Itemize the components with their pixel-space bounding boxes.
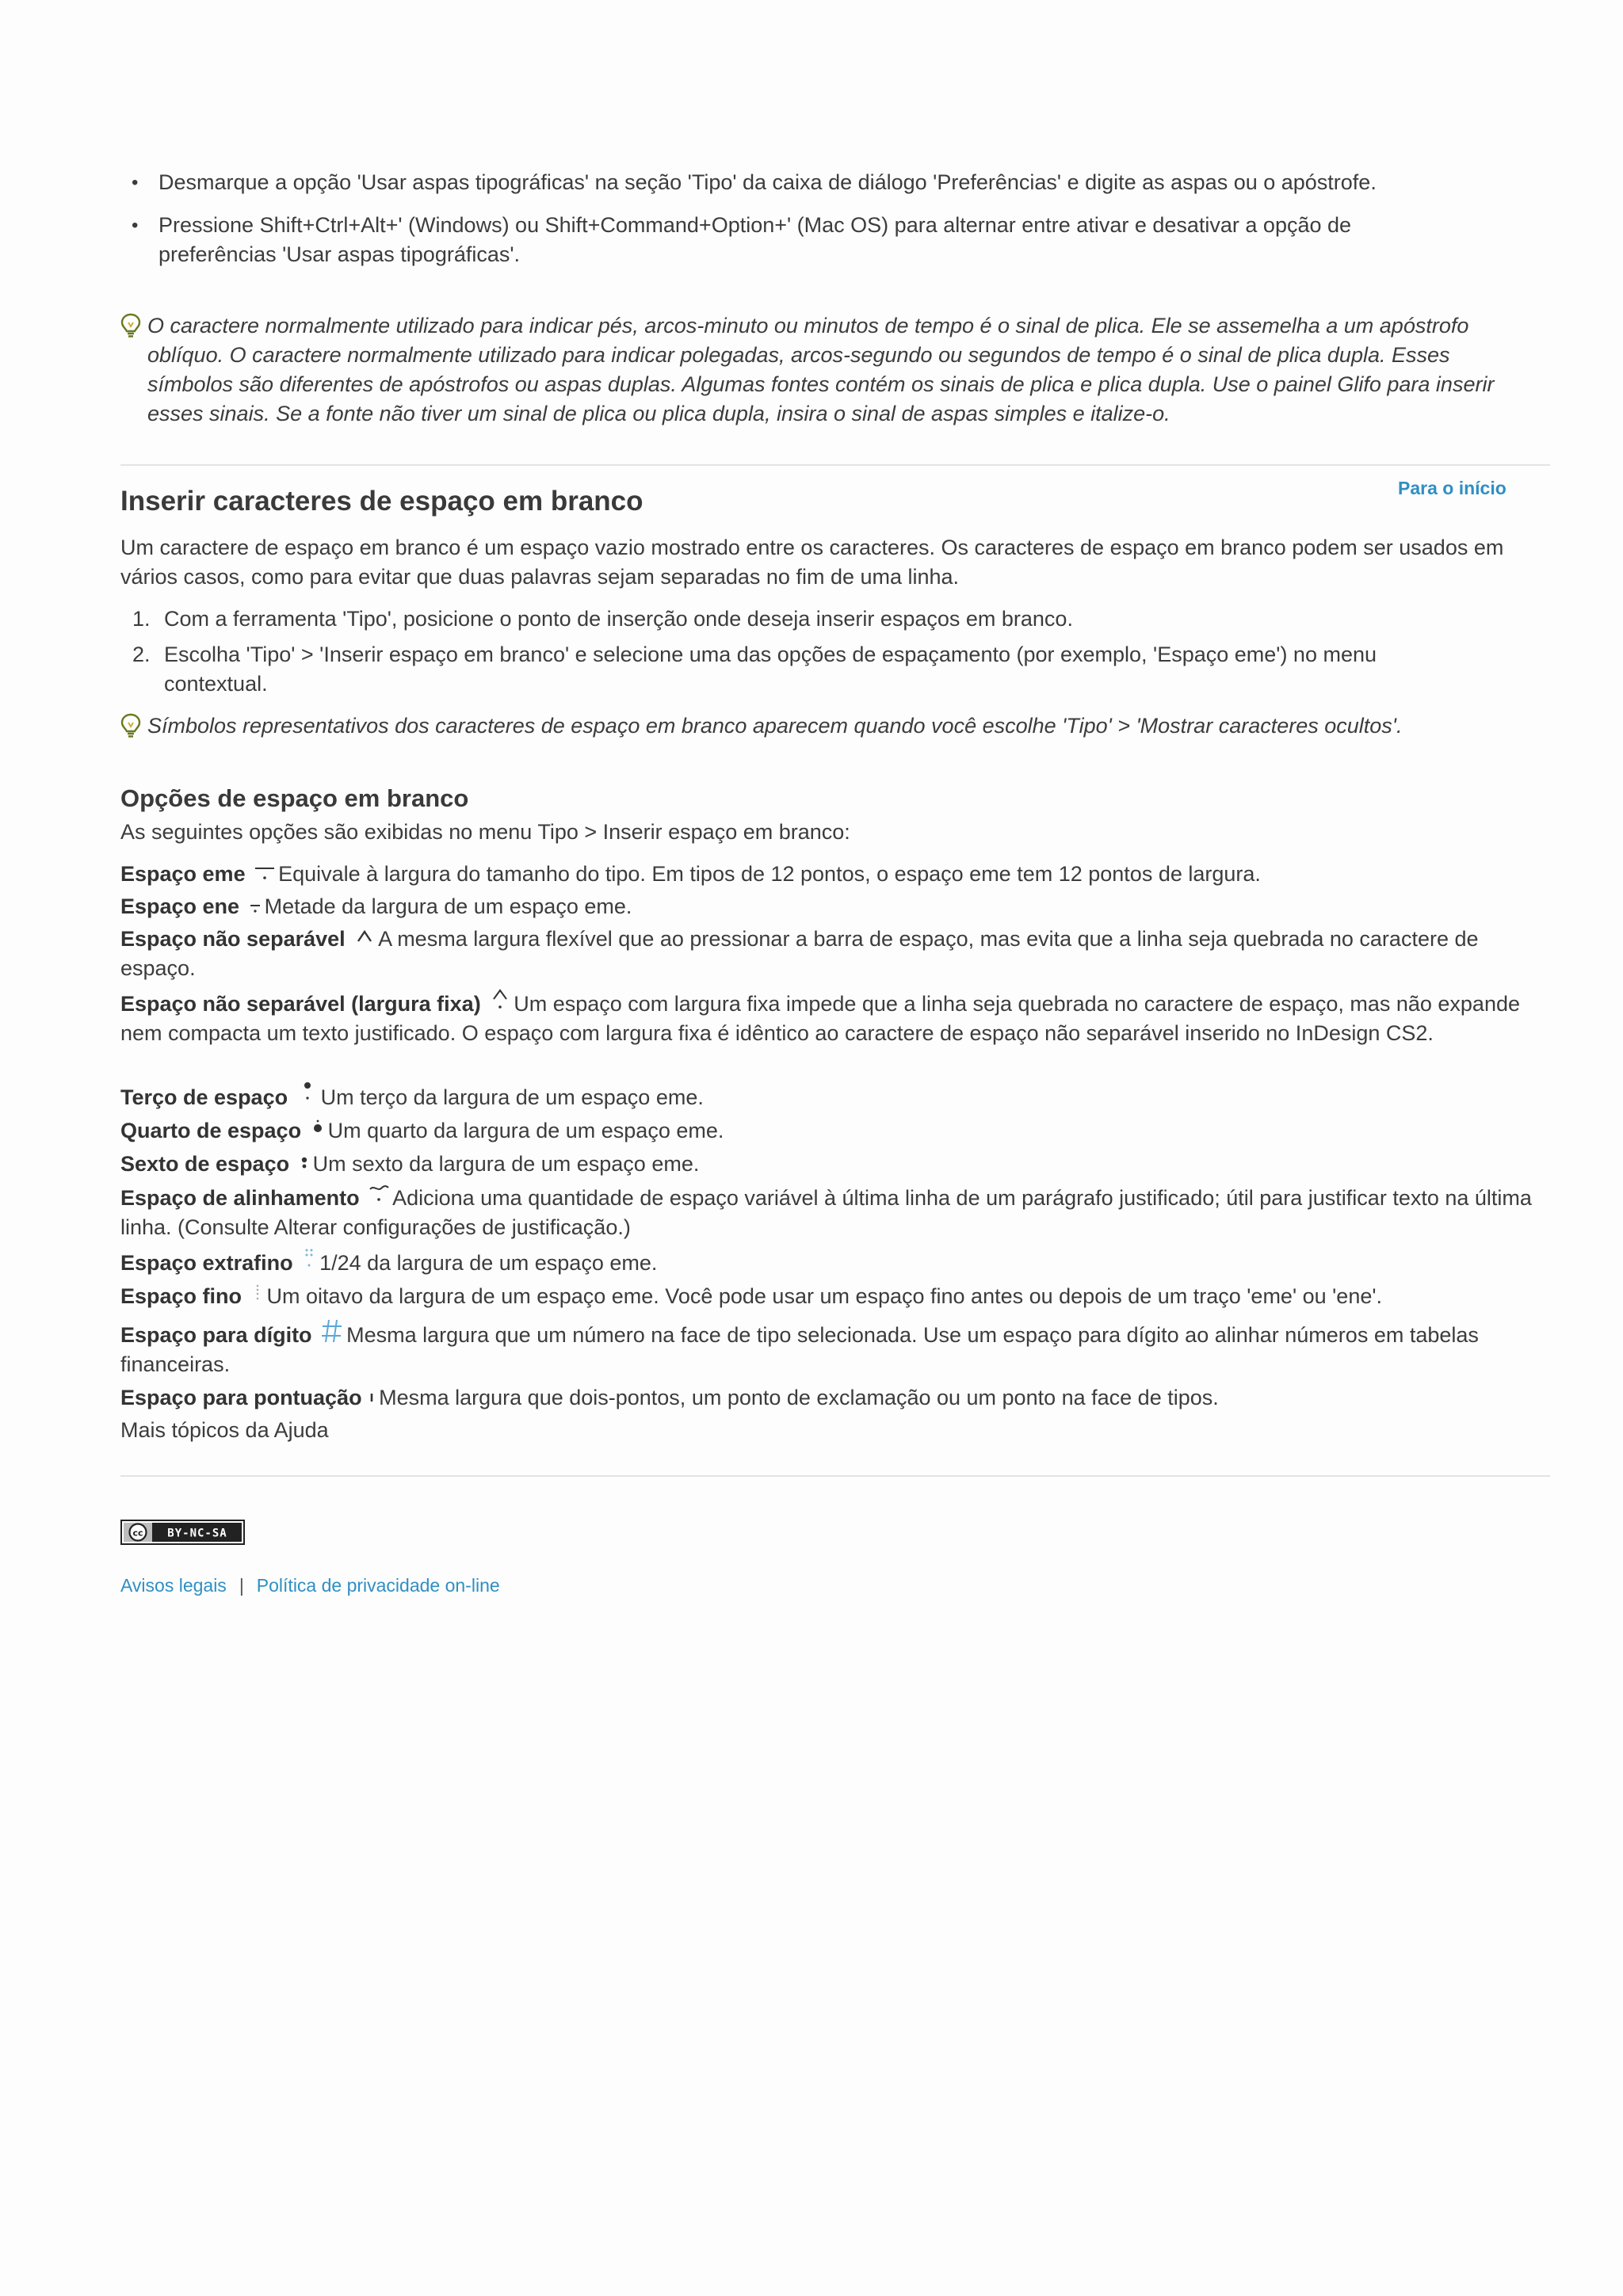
em-space-icon (254, 861, 275, 882)
definition-item (120, 1150, 1547, 1179)
svg-text:cc: cc (132, 1527, 143, 1539)
definition-item (120, 925, 1547, 983)
definition-text: 1/24 da largura de um espaço eme. (319, 1251, 658, 1275)
definition-text: Um quarto da largura de um espaço eme. (327, 1119, 724, 1142)
definition-item (120, 1282, 1547, 1311)
privacy-policy-link[interactable]: Política de privacidade on-line (256, 1575, 500, 1596)
definition-item (120, 1248, 1547, 1278)
tip-prime-marks (120, 311, 1539, 429)
license-badge-text: BY-NC-SA (167, 1527, 227, 1540)
definition-term: Espaço não separável (largura fixa) (120, 992, 481, 1016)
sixth-space-icon (299, 1151, 310, 1172)
third-space-icon (297, 1082, 318, 1103)
punctuation-space-icon (369, 1385, 376, 1405)
definition-term: Espaço para dígito (120, 1323, 312, 1347)
definition-term: Espaço para pontuação (120, 1386, 362, 1409)
definition-term: Espaço ene (120, 894, 240, 918)
legal-notices-link[interactable]: Avisos legais (120, 1575, 227, 1596)
definition-text: Mesma largura que um número na face de tipo selecionada. Use um espaço para dígito ao alinhar números em tabelas financeiras. (120, 1323, 1479, 1376)
list-item: • Desmarque a opção 'Usar aspas tipográficas' na seção 'Tipo' da caixa de diálogo 'Preferências' e digite as aspas ou o apóstrofe. (120, 168, 1436, 197)
tip-text: O caractere normalmente utilizado para indicar pés, arcos-minuto ou minutos de tempo é o sinal de plica. Ele se assemelha a um apóstrofo oblíquo. O caractere normalmente utilizado para indicar polegadas, arcos-segundo ou segundos de tempo é o sinal de plica dupla. Esses símbolos são diferentes de apóstrofos ou aspas duplas. Algumas fontes contém os sinais de plica e plica dupla. Use o painel Glifo para inserir esses sinais. Se a fonte não tiver um sinal de plica ou plica dupla, insira o sinal de aspas simples e italize-o. (147, 314, 1495, 425)
definition-term: Quarto de espaço (120, 1119, 302, 1142)
definition-item (120, 892, 1547, 921)
hair-space-icon (302, 1248, 316, 1268)
footer-separator: | (239, 1575, 244, 1596)
definition-term: Sexto de espaço (120, 1152, 290, 1176)
steps-list (120, 605, 1436, 705)
subsection-title: Opções de espaço em branco (120, 784, 469, 812)
definition-term: Terço de espaço (120, 1085, 288, 1109)
definition-item (120, 989, 1547, 1048)
step-number: 2. (132, 643, 151, 666)
definition-text: Um oitavo da largura de um espaço eme. Você pode usar um espaço fino antes ou depois de um traço 'eme' ou 'ene'. (266, 1284, 1383, 1308)
definition-item (120, 1184, 1547, 1242)
step-number: 1. (132, 607, 151, 631)
definition-term: Espaço fino (120, 1284, 242, 1308)
footer-links (120, 1575, 500, 1596)
definition-item (120, 860, 1547, 889)
definition-text: Um espaço com largura fixa impede que a linha seja quebrada no caractere de espaço, mas não expande nem compacta um texto justificado. O espaço com largura fixa é idêntico ao caractere de espaço não separável inserido no InDesign CS2. (120, 992, 1520, 1045)
cc-license-badge[interactable] (120, 1520, 245, 1545)
lightbulb-icon (120, 311, 147, 429)
section-intro: Um caractere de espaço em branco é um espaço vazio mostrado entre os caracteres. Os caracteres de espaço em branco podem ser usados em vários casos, como para evitar que duas palavras sejam separadas no fim de uma linha. (120, 536, 1504, 589)
tip-hidden-characters (120, 711, 1539, 742)
step-text: Com a ferramenta 'Tipo', posicione o ponto de inserção onde deseja inserir espaços em branco. (164, 607, 1073, 631)
lightbulb-icon (120, 711, 147, 742)
step-text: Escolha 'Tipo' > 'Inserir espaço em branco' e selecione uma das opções de espaçamento (por exemplo, 'Espaço eme') no menu contextual. (164, 643, 1377, 696)
figure-space-icon (321, 1318, 343, 1339)
tip-text: Símbolos representativos dos caracteres de espaço em branco aparecem quando você escolhe 'Tipo' > 'Mostrar caracteres ocultos'. (147, 714, 1403, 738)
options-intro: As seguintes opções são exibidas no menu Tipo > Inserir espaço em branco: (120, 820, 850, 844)
definition-text: Adiciona uma quantidade de espaço variável à última linha de um parágrafo justificado; útil para justificar texto na última linha. (Consulte Alterar configurações de justificação.) (120, 1186, 1532, 1239)
definition-term: Espaço eme (120, 862, 246, 886)
definition-text: A mesma largura flexível que ao pressionar a barra de espaço, mas evita que a linha seja quebrada no caractere de espaço. (120, 927, 1479, 980)
option-bullet-list (120, 168, 1436, 283)
list-item: • Pressione Shift+Ctrl+Alt+' (Windows) ou Shift+Command+Option+' (Mac OS) para alternar entre ativar e desativar a opção de preferências 'Usar aspas tipográficas'. (120, 211, 1436, 269)
footer-divider (120, 1475, 1550, 1477)
definition-text: Metade da largura de um espaço eme. (264, 894, 632, 918)
flush-space-icon (369, 1184, 389, 1205)
definition-item (120, 1383, 1547, 1413)
nonbreaking-fixed-space-icon (490, 989, 510, 1009)
back-to-top-link[interactable]: Para o início (1398, 478, 1507, 498)
quarter-space-icon (311, 1118, 325, 1138)
definition-item (120, 1116, 1547, 1146)
definition-text: Mesma largura que dois-pontos, um ponto de exclamação ou um ponto na face de tipos. (379, 1386, 1219, 1409)
definition-item (120, 1082, 1547, 1112)
definition-term: Espaço de alinhamento (120, 1186, 360, 1210)
thin-space-icon (251, 1283, 264, 1303)
definition-text: Um terço da largura de um espaço eme. (320, 1085, 704, 1109)
section-title: Inserir caracteres de espaço em branco (120, 486, 643, 517)
section-divider (120, 464, 1550, 466)
nonbreaking-space-icon (354, 926, 375, 947)
more-help-topics: Mais tópicos da Ajuda (120, 1418, 329, 1442)
definition-text: Um sexto da largura de um espaço eme. (312, 1152, 700, 1176)
definition-text: Equivale à largura do tamanho do tipo. Em tipos de 12 pontos, o espaço eme tem 12 pontos de largura. (278, 862, 1261, 886)
list-item (120, 640, 1436, 699)
list-item (120, 605, 1436, 634)
definition-term: Espaço extrafino (120, 1251, 293, 1275)
en-space-icon (249, 894, 262, 914)
definition-term: Espaço não separável (120, 927, 346, 951)
definition-item (120, 1318, 1547, 1379)
